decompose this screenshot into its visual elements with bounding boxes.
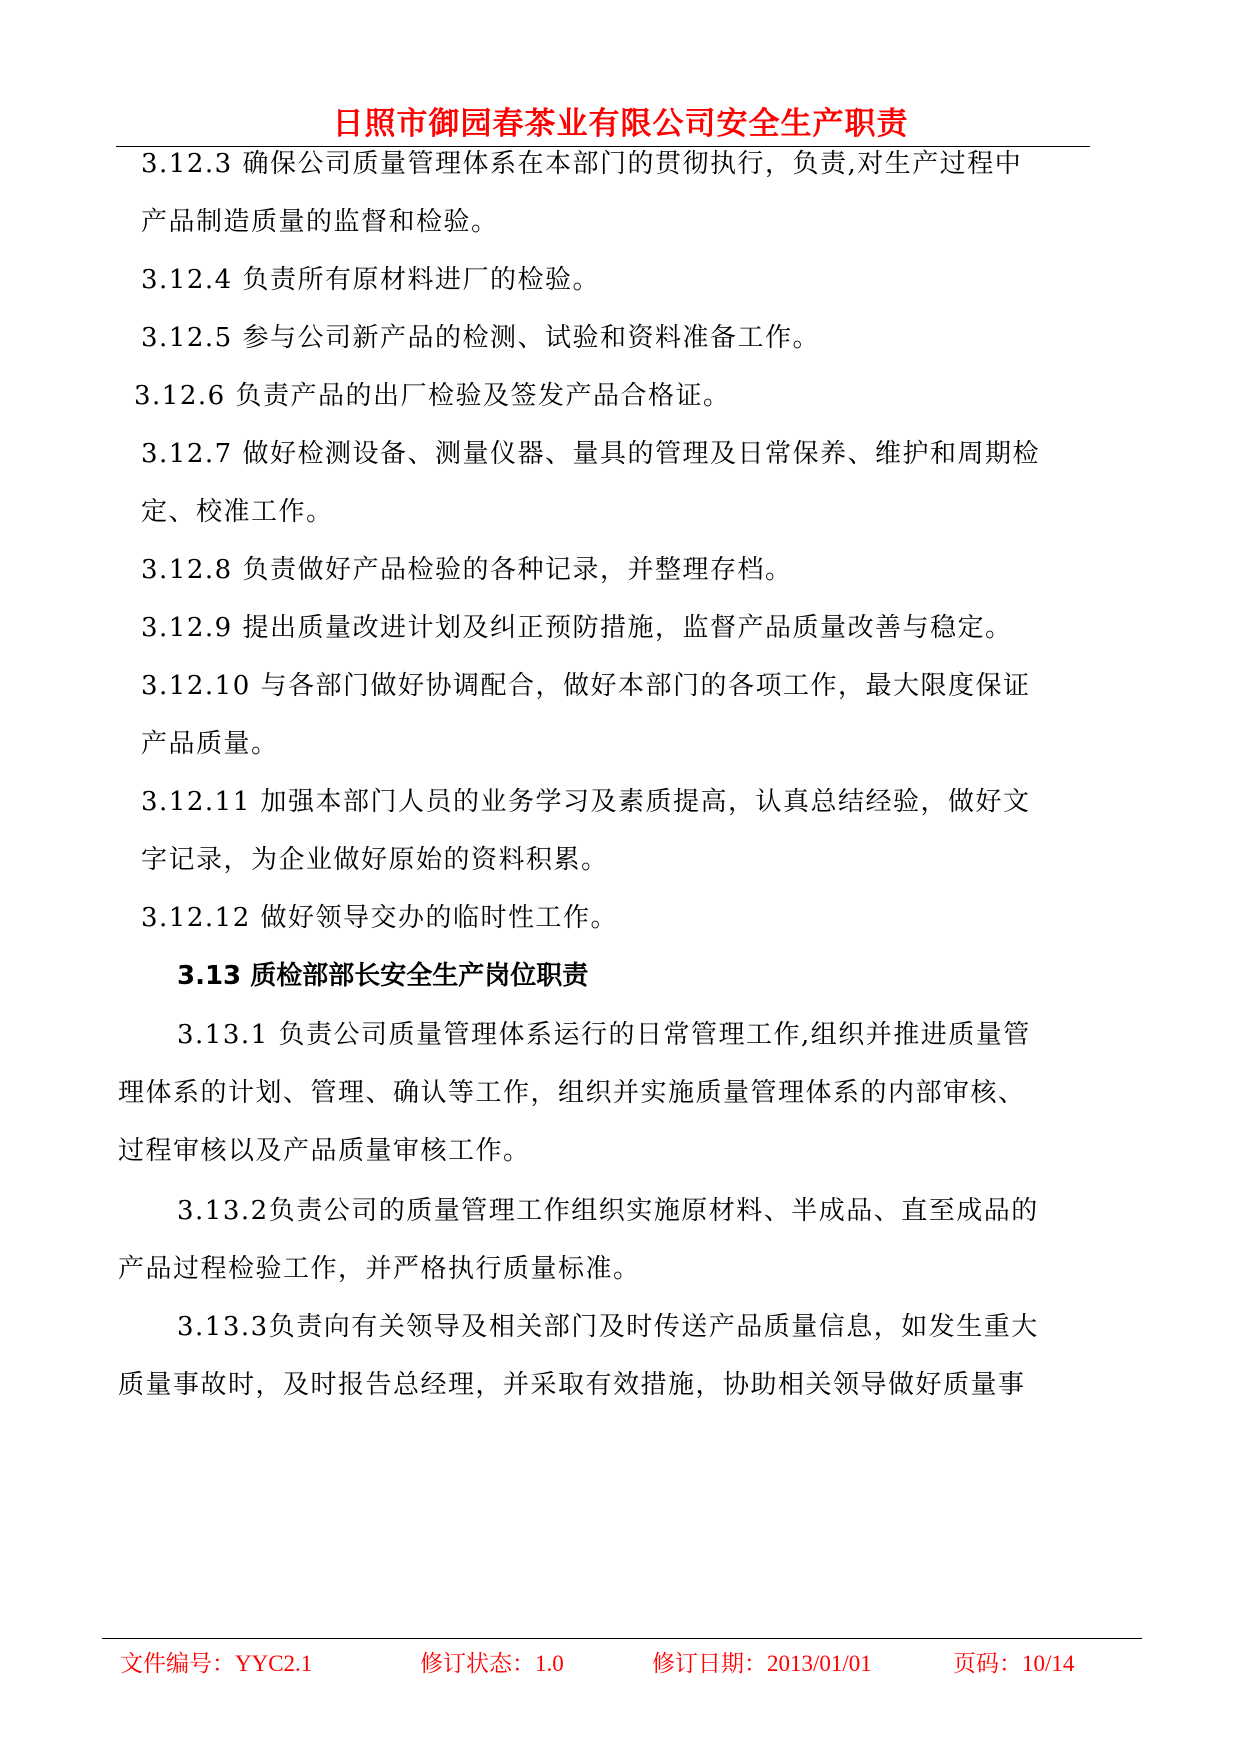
paragraph-line: 3.12.9 提出质量改进计划及纠正预防措施，监督产品质量改善与稳定。 — [141, 613, 1013, 643]
page-title: 日照市御园春茶业有限公司安全生产职责 — [332, 106, 909, 142]
paragraph-line: 3.13.3负责向有关领导及相关部门及时传送产品质量信息，如发生重大 — [177, 1312, 1039, 1342]
footer-revision-date: 修订日期：2013/01/01 — [652, 1651, 872, 1676]
paragraph-line: 字记录，为企业做好原始的资料积累。 — [141, 845, 609, 875]
paragraph-line: 产品制造质量的监督和检验。 — [141, 207, 499, 237]
paragraph-line: 3.12.10 与各部门做好协调配合，做好本部门的各项工作，最大限度保证 — [141, 671, 1031, 701]
paragraph-line: 3.12.4 负责所有原材料进厂的检验。 — [141, 265, 600, 295]
paragraph-line: 质量事故时，及时报告总经理，并采取有效措施，协助相关领导做好质量事 — [118, 1370, 1026, 1400]
paragraph-line: 产品过程检验工作，并严格执行质量标准。 — [118, 1254, 641, 1284]
footer-revision-status: 修订状态：1.0 — [420, 1651, 564, 1676]
paragraph-line: 理体系的计划、管理、确认等工作，组织并实施质量管理体系的内部审核、 — [118, 1078, 1026, 1108]
footer-page-number: 页码：10/14 — [953, 1651, 1075, 1676]
section-heading: 3.13 质检部部长安全生产岗位职责 — [177, 961, 589, 991]
paragraph-line: 3.13.1 负责公司质量管理体系运行的日常管理工作,组织并推进质量管 — [177, 1020, 1031, 1050]
paragraph-line: 3.12.3 确保公司质量管理体系在本部门的贯彻执行，负责,对生产过程中 — [141, 149, 1023, 179]
paragraph-line: 定、校准工作。 — [141, 497, 334, 527]
footer-file-number: 文件编号：YYC2.1 — [120, 1651, 313, 1676]
paragraph-line: 3.12.6 负责产品的出厂检验及签发产品合格证。 — [134, 381, 731, 411]
paragraph-line: 3.12.12 做好领导交办的临时性工作。 — [141, 903, 619, 933]
paragraph-line: 3.12.7 做好检测设备、测量仪器、量具的管理及日常保养、维护和周期检 — [141, 439, 1040, 469]
paragraph-line: 3.12.11 加强本部门人员的业务学习及素质提高，认真总结经验，做好文 — [141, 787, 1031, 817]
paragraph-line: 3.12.8 负责做好产品检验的各种记录，并整理存档。 — [141, 555, 793, 585]
paragraph-line: 过程审核以及产品质量审核工作。 — [118, 1136, 531, 1166]
paragraph-line: 3.13.2负责公司的质量管理工作组织实施原材料、半成品、直至成品的 — [177, 1196, 1039, 1226]
paragraph-line: 产品质量。 — [141, 729, 279, 759]
paragraph-line: 3.12.5 参与公司新产品的检测、试验和资料准备工作。 — [141, 323, 820, 353]
footer-divider — [102, 1638, 1142, 1639]
